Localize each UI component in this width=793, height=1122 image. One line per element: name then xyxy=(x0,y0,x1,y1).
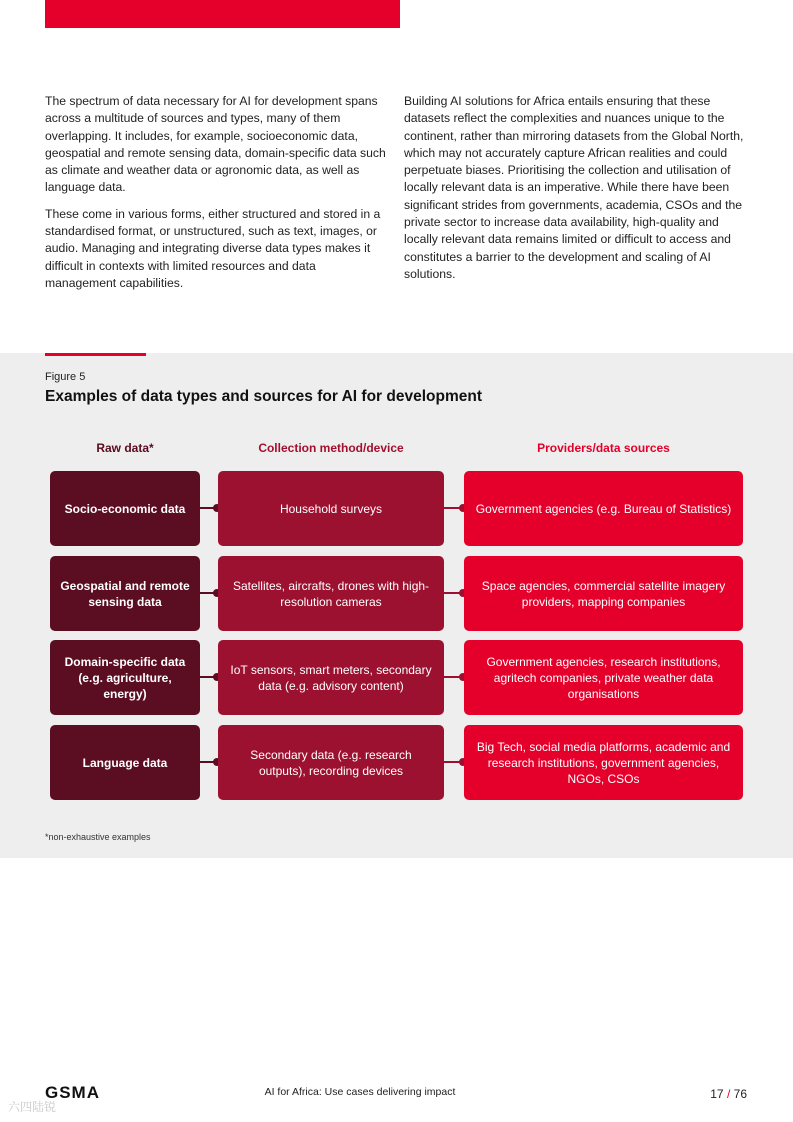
footer-document-title: AI for Africa: Use cases delivering impact xyxy=(264,1086,456,1098)
collection-method-box: Satellites, aircrafts, drones with high-resolution cameras xyxy=(218,556,444,631)
body-paragraph: The spectrum of data necessary for AI for development spans across a multitude of sources and types, many of them overlapping. It includes, for example, socioeconomic data, geospatial and remote sensing data, domain-specific data such as climate and weather data or agronomic data, as well as language data. xyxy=(45,94,386,195)
raw-data-box: Socio-economic data xyxy=(50,471,200,546)
collection-method-box: Secondary data (e.g. research outputs), recording devices xyxy=(218,725,444,800)
body-paragraph: These come in various forms, either structured and stored in a standardised format, or unstructured, such as text, images, or audio. Managing and integrating diverse data types makes it difficult in contexts with limited resources and data management capabilities. xyxy=(45,206,381,290)
body-column-left xyxy=(45,93,390,301)
provider-box: Space agencies, commercial satellite imagery providers, mapping companies xyxy=(464,556,743,631)
watermark-text: 六四陆锐 xyxy=(8,1100,57,1114)
collection-method-box: Household surveys xyxy=(218,471,444,546)
collection-method-box: IoT sensors, smart meters, secondary data (e.g. advisory content) xyxy=(218,640,444,715)
figure-accent-line xyxy=(45,353,146,356)
figure-row xyxy=(0,471,793,546)
figure-panel xyxy=(0,353,793,858)
provider-box: Government agencies, research institutions, agritech companies, private weather data organisations xyxy=(464,640,743,715)
page-current: 17 xyxy=(710,1087,724,1101)
column-header-raw-data: Raw data* xyxy=(96,441,154,455)
figure-row xyxy=(0,640,793,715)
figure-label: Figure 5 xyxy=(45,371,86,383)
raw-data-box: Language data xyxy=(50,725,200,800)
page-total: 76 xyxy=(733,1087,747,1101)
raw-data-box: Domain-specific data (e.g. agriculture, energy) xyxy=(50,640,200,715)
body-column-right xyxy=(404,93,754,292)
provider-box: Big Tech, social media platforms, academic and research institutions, government agencies, NGOs, CSOs xyxy=(464,725,743,800)
page-number xyxy=(710,1087,747,1101)
figure-footnote: *non-exhaustive examples xyxy=(45,832,151,842)
figure-title: Examples of data types and sources for AI for development xyxy=(45,388,482,405)
page-separator: / xyxy=(726,1087,731,1101)
figure-row xyxy=(0,556,793,631)
provider-box: Government agencies (e.g. Bureau of Statistics) xyxy=(464,471,743,546)
body-paragraph: Building AI solutions for Africa entails ensuring that these datasets reflect the complexities and nuances unique to the continent, rather than mirroring datasets from the Global North, which may not accurately capture African realities and could perpetuate biases. Prioritising the collection and utilisation of locally relevant data is an imperative. While there have been significant strides from governments, academia, CSOs and the private sector to increase data availability, high-quality and locally relevant data remains limited or difficult to access and constitutes a barrier to the development and scaling of AI solutions. xyxy=(404,94,744,281)
top-accent-bar xyxy=(45,0,400,28)
raw-data-box: Geospatial and remote sensing data xyxy=(50,556,200,631)
gsma-logo: GSMA xyxy=(45,1083,100,1102)
column-header-providers: Providers/data sources xyxy=(537,441,670,455)
column-header-collection: Collection method/device xyxy=(258,441,404,455)
figure-row xyxy=(0,725,793,800)
